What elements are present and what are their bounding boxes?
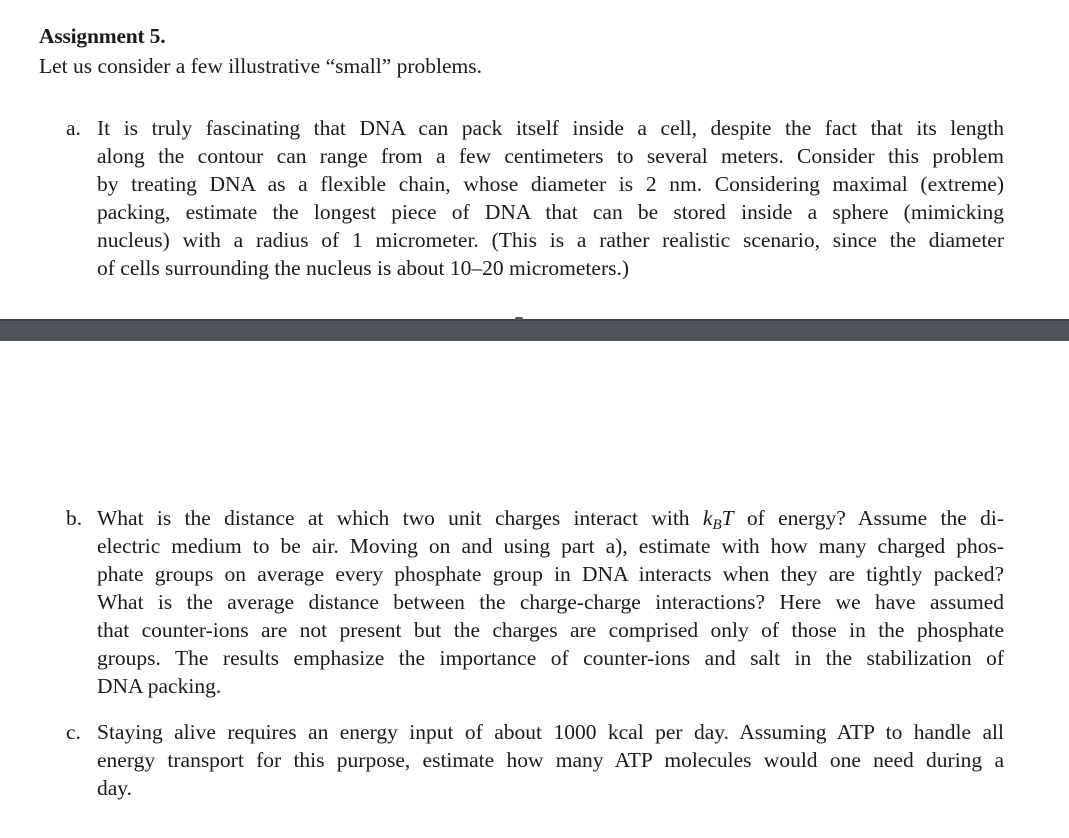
problem-b-line: groups. The results emphasize the importance of counter-ions and salt in the stabilization of	[97, 646, 1004, 670]
problem-b-text	[97, 504, 1004, 700]
problem-c-label: c.	[66, 720, 81, 744]
problem-b	[66, 504, 1004, 700]
kbt-math-k: k	[702, 506, 713, 530]
problem-b-line1-pre: What is the distance at which two unit charges interact with	[97, 506, 703, 530]
problem-c-text	[97, 718, 1004, 802]
problem-c-line: energy transport for this purpose, estimate how many ATP molecules would one need during a	[97, 748, 1004, 772]
problem-b-line: DNA packing.	[97, 674, 222, 698]
problem-a	[66, 114, 1004, 282]
divider-notch	[515, 317, 523, 320]
problem-c-line: Staying alive requires an energy input of about 1000 kcal per day. Assuming ATP to handle all	[97, 720, 1004, 744]
problem-b-line: that counter-ions are not present but the charges are comprised only of those in the phosphate	[97, 618, 1004, 642]
page-divider-bar	[0, 319, 1069, 341]
problem-a-line: It is truly fascinating that DNA can pack itself inside a cell, despite the fact that its length	[97, 116, 1004, 140]
kbt-math-t: T	[721, 506, 734, 530]
problem-b-line: What is the average distance between the charge-charge interactions? Here we have assumed	[97, 590, 1004, 614]
problem-a-line: of cells surrounding the nucleus is about 10–20 micrometers.)	[97, 256, 630, 280]
kbt-math-subscript: B	[712, 517, 722, 533]
problem-b-label: b.	[66, 506, 83, 530]
problem-a-line: by treating DNA as a flexible chain, whose diameter is 2 nm. Considering maximal (extreme)	[97, 172, 1004, 196]
problem-a-line: packing, estimate the longest piece of DNA that can be stored inside a sphere (mimicking	[97, 200, 1004, 224]
problem-a-line: nucleus) with a radius of 1 micrometer. (This is a rather realistic scenario, since the diameter	[97, 228, 1004, 252]
problem-b-line	[97, 504, 1004, 532]
problem-a-text	[97, 114, 1004, 282]
problem-c-line: day.	[97, 776, 133, 800]
assignment-intro: Let us consider a few illustrative “small” problems.	[39, 54, 483, 78]
problem-b-line: phate groups on average every phosphate group in DNA interacts when they are tightly packed?	[97, 562, 1004, 586]
assignment-title: Assignment 5.	[39, 24, 166, 48]
problem-b-line1-post: of energy? Assume the di-	[733, 506, 1004, 530]
problem-a-line: along the contour can range from a few centimeters to several meters. Consider this problem	[97, 144, 1004, 168]
problem-b-line: electric medium to be air. Moving on and using part a), estimate with how many charged phos-	[97, 534, 1004, 558]
problem-c	[66, 718, 1004, 802]
problem-a-label: a.	[66, 116, 81, 140]
